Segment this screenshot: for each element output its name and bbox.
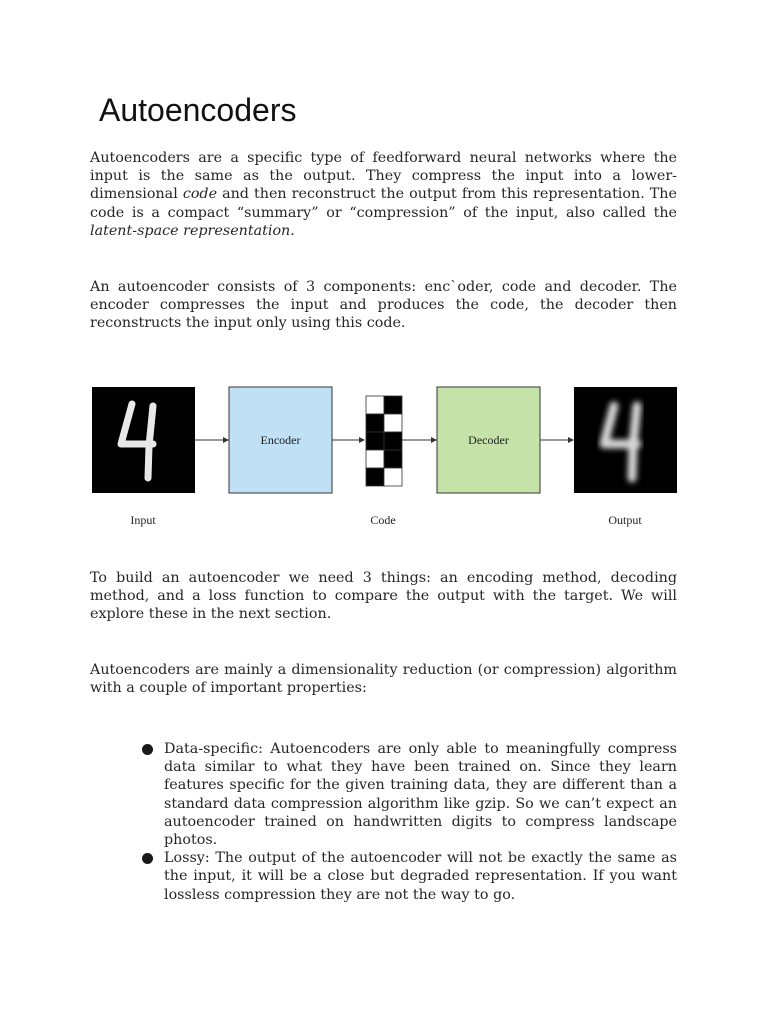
- code-grid: [366, 396, 402, 486]
- input-caption: Input: [130, 513, 156, 527]
- intro-text-2: and then reconstruct the output from this representation. The code is a compact “summary” or “compression” of the input, also called the: [90, 186, 677, 221]
- code-caption: Code: [370, 513, 396, 527]
- properties-list: [140, 740, 677, 904]
- intro-text-1: Autoencoders are a specific type of feedforward neural networks where the input is the same as the output. They compress the input into a lower-dimensional: [90, 150, 677, 203]
- encoder-label: Encoder: [260, 433, 301, 447]
- output-digit-image: [574, 387, 677, 493]
- list-item: [140, 740, 677, 849]
- properties-paragraph: Autoencoders are mainly a dimensionality reduction (or compression) algorithm with a couple of important properties:: [90, 662, 677, 697]
- autoencoder-diagram: [91, 382, 678, 534]
- build-paragraph: To build an autoencoder we need 3 things: an encoding method, decoding method, and a loss function to compare the output with the target. We will explore these in the next section.: [90, 570, 677, 623]
- list-item-text: Data-specific: Autoencoders are only able to meaningfully compress data similar to what they have been trained on. Since they learn features specific for the given training data, they are different than a standard data compression algorithm like gzip. So we can’t expect an autoencoder trained on handwritten digits to compress landscape photos.: [164, 741, 677, 849]
- latent-space-term: latent-space representation: [90, 222, 291, 239]
- decoder-box: [437, 387, 540, 493]
- components-paragraph: An autoencoder consists of 3 components: enc`oder, code and decoder. The encoder compresses the input and produces the code, the decoder then reconstructs the input only using this code.: [90, 279, 677, 332]
- output-caption: Output: [608, 513, 642, 527]
- decoder-label: Decoder: [468, 433, 509, 447]
- bullet-icon: [142, 744, 153, 755]
- list-item-text: Lossy: The output of the autoencoder will not be exactly the same as the input, it will be a close but degraded representation. If you want lossless compression they are not the way to go.: [164, 850, 677, 903]
- input-digit-image: [92, 387, 195, 493]
- page-title: Autoencoders: [99, 92, 297, 128]
- bullet-icon: [142, 853, 153, 864]
- code-term: code: [182, 186, 218, 203]
- encoder-box: [229, 387, 332, 493]
- intro-text-3: .: [290, 222, 295, 239]
- list-item: [140, 849, 677, 904]
- intro-paragraph: [90, 149, 677, 240]
